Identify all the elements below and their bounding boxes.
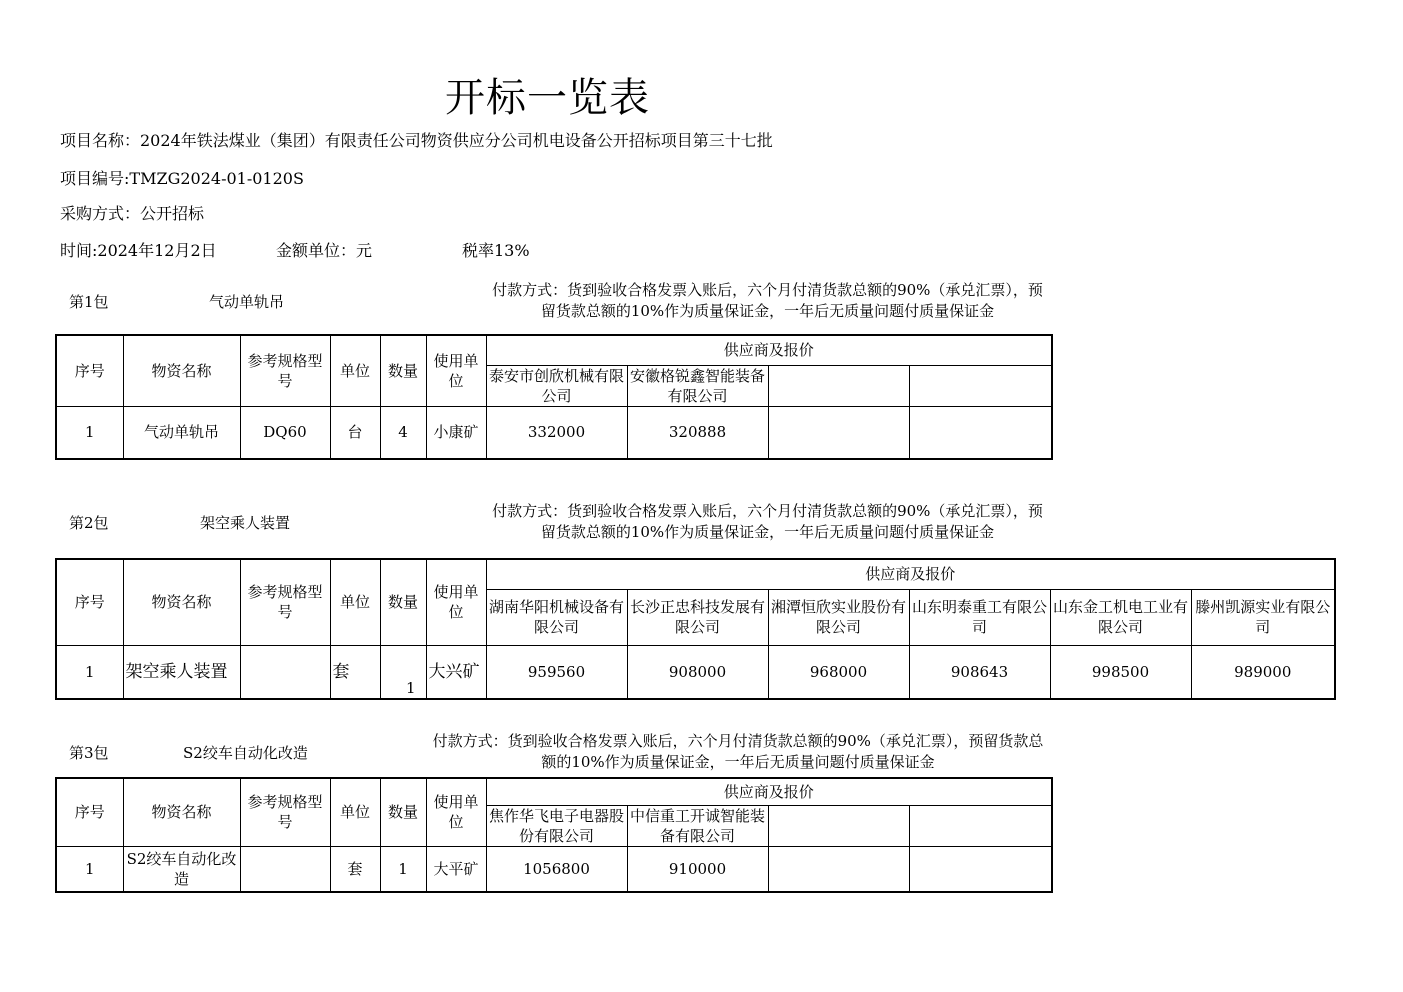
bid-price [768,846,909,892]
package-label: 第2包 [69,514,109,532]
package-name: 架空乘人装置 [200,514,291,532]
supplier-name [909,365,1052,406]
header-user: 使用单位 [426,559,486,645]
header-seq: 序号 [56,559,123,645]
bid-price: 989000 [1191,645,1335,699]
bid-table-package-3 [55,777,1053,893]
row-unit: 套 [330,846,380,892]
supplier-name: 湖南华阳机械设备有限公司 [486,589,627,645]
header-item: 物资名称 [123,559,240,645]
header-suppliers: 供应商及报价 [486,559,1335,589]
supplier-name [909,805,1052,846]
supplier-name [768,805,909,846]
bid-price: 959560 [486,645,627,699]
bid-price: 320888 [627,406,768,459]
header-user: 使用单位 [426,335,486,406]
supplier-name: 安徽格锐鑫智能装备有限公司 [627,365,768,406]
supplier-name: 焦作华飞电子电器股份有限公司 [486,805,627,846]
header-unit: 单位 [330,778,380,846]
supplier-name: 山东明泰重工有限公司 [909,589,1050,645]
row-user: 大兴矿 [426,645,486,699]
bid-table-package-1 [55,334,1053,460]
row-qty: 1 [380,846,426,892]
bid-price [909,846,1052,892]
header-seq: 序号 [56,778,123,846]
supplier-name: 泰安市创欣机械有限公司 [486,365,627,406]
bid-price [768,406,909,459]
header-qty: 数量 [380,559,426,645]
row-qty: 4 [380,406,426,459]
supplier-name: 滕州凯源实业有限公司 [1191,589,1335,645]
supplier-name: 中信重工开诚智能装备有限公司 [627,805,768,846]
header-spec: 参考规格型号 [240,559,330,645]
header-item: 物资名称 [123,778,240,846]
header-suppliers: 供应商及报价 [486,778,1052,805]
payment-terms: 付款方式：货到验收合格发票入账后，六个月付清货款总额的90%（承兑汇票），预留货款总额的10%作为质量保证金，一年后无质量问题付质量保证金 [492,502,1043,541]
bid-price: 332000 [486,406,627,459]
package-name: S2绞车自动化改造 [183,744,308,762]
row-unit: 套 [330,645,380,699]
project-number: 项目编号:TMZG2024-01-0120S [60,169,304,188]
header-unit: 单位 [330,335,380,406]
package-label: 第1包 [69,293,109,311]
package-label: 第3包 [69,744,109,762]
header-qty: 数量 [380,778,426,846]
row-item: S2绞车自动化改造 [123,846,240,892]
header-user: 使用单位 [426,778,486,846]
supplier-name [768,365,909,406]
bid-price [909,406,1052,459]
bid-price: 1056800 [486,846,627,892]
row-seq: 1 [56,406,123,459]
row-qty: 1 [380,645,426,699]
row-spec: DQ60 [240,406,330,459]
header-qty: 数量 [380,335,426,406]
header-seq: 序号 [56,335,123,406]
row-unit: 台 [330,406,380,459]
procurement-method: 采购方式：公开招标 [60,204,205,223]
header-item: 物资名称 [123,335,240,406]
row-seq: 1 [56,846,123,892]
row-item: 气动单轨吊 [123,406,240,459]
row-user: 大平矿 [426,846,486,892]
payment-terms: 付款方式：货到验收合格发票入账后，六个月付清货款总额的90%（承兑汇票），预留货款总额的10%作为质量保证金，一年后无质量问题付质量保证金 [432,732,1044,771]
row-spec [240,645,330,699]
supplier-name: 长沙正忠科技发展有限公司 [627,589,768,645]
bid-price: 908643 [909,645,1050,699]
date: 时间:2024年12月2日 [60,241,217,260]
supplier-name: 山东金工机电工业有限公司 [1050,589,1191,645]
project-name: 项目名称：2024年铁法煤业（集团）有限责任公司物资供应分公司机电设备公开招标项目第三十七批 [60,131,773,150]
tax-rate: 税率13% [462,241,530,260]
row-user: 小康矿 [426,406,486,459]
header-unit: 单位 [330,559,380,645]
row-item: 架空乘人装置 [123,645,240,699]
bid-table-package-2 [55,558,1336,700]
header-suppliers: 供应商及报价 [486,335,1052,365]
bid-price: 908000 [627,645,768,699]
page-title: 开标一览表 [445,75,650,121]
row-spec [240,846,330,892]
bid-price: 968000 [768,645,909,699]
header-spec: 参考规格型号 [240,778,330,846]
row-seq: 1 [56,645,123,699]
currency-unit: 金额单位：元 [276,241,373,260]
package-name: 气动单轨吊 [209,293,285,311]
header-spec: 参考规格型号 [240,335,330,406]
bid-price: 998500 [1050,645,1191,699]
bid-price: 910000 [627,846,768,892]
payment-terms: 付款方式：货到验收合格发票入账后，六个月付清货款总额的90%（承兑汇票），预留货款总额的10%作为质量保证金，一年后无质量问题付质量保证金 [492,281,1043,320]
supplier-name: 湘潭恒欣实业股份有限公司 [768,589,909,645]
